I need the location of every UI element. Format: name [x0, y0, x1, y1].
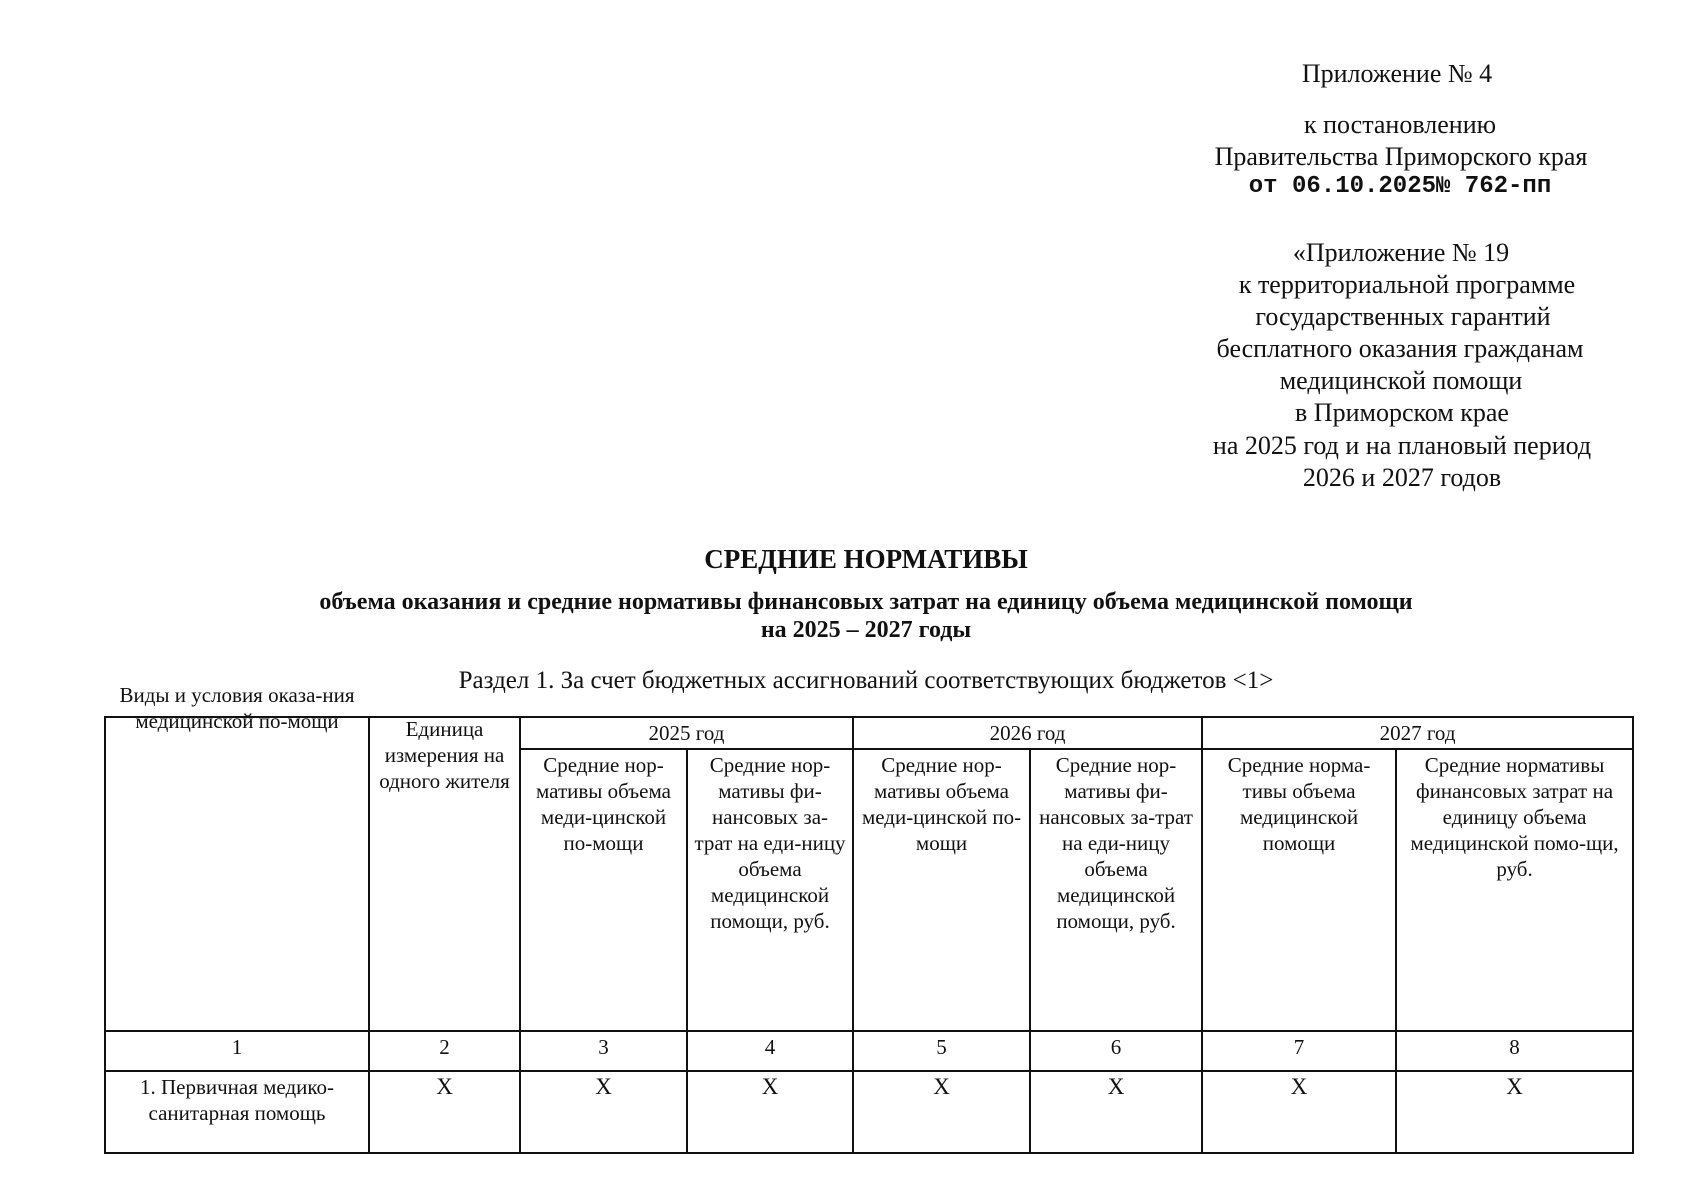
resolution-date-number: от 06.10.2025№ 762-пп — [1248, 173, 1552, 200]
document-subtitle-line2: на 2025 – 2027 годы — [760, 617, 972, 643]
header-year-2027: 2027 год — [1202, 717, 1633, 749]
column-number: 1 — [105, 1031, 369, 1071]
section-heading: Раздел 1. За счет бюджетных ассигнований соответствующих бюджетов <1> — [458, 667, 1274, 694]
inner-appendix-line: государственных гарантий — [1255, 302, 1551, 331]
inner-appendix-line: в Приморском крае — [1295, 398, 1509, 427]
inner-appendix-line: медицинской помощи — [1279, 366, 1523, 395]
header-cost-2027: Средние нормативы финансовых затрат на единицу объема медицинской помо-щи, руб. — [1396, 749, 1633, 1031]
inner-appendix-line: бесплатного оказания гражданам — [1216, 334, 1584, 363]
row-cell: X — [1396, 1071, 1633, 1153]
header-year-2025: 2025 год — [520, 717, 853, 749]
government-name: Правительства Приморского края — [1214, 142, 1588, 171]
row-cell: X — [853, 1071, 1030, 1153]
document-title: СРЕДНИЕ НОРМАТИВЫ — [704, 544, 1028, 574]
header-volume-2026: Средние нор-мативы объема меди-цинской по-мощи — [853, 749, 1030, 1031]
header-volume-2027: Средние норма-тивы объема медицинской помощи — [1202, 749, 1396, 1031]
inner-appendix-line: на 2025 год и на плановый период — [1212, 431, 1592, 460]
row-cell: X — [369, 1071, 520, 1153]
header-cost-2025: Средние нор-мативы фи-нансовых за-трат на еди-ницу объема медицинской помощи, руб. — [687, 749, 853, 1031]
table-row — [105, 1071, 1633, 1153]
header-year-2026: 2026 год — [853, 717, 1202, 749]
header-unit: Единица измерения на одного жителя — [369, 717, 520, 1031]
inner-appendix-line: к территориальной программе — [1238, 270, 1576, 299]
inner-appendix-line: «Приложение № 19 — [1292, 238, 1510, 267]
row-cell: X — [1202, 1071, 1396, 1153]
header-cost-2026: Средние нор-мативы фи-нансовых за-трат на еди-ницу объема медицинской помощи, руб. — [1030, 749, 1202, 1031]
row-care-type: 1. Первичная медико-санитарная помощь — [105, 1071, 369, 1153]
column-number: 3 — [520, 1031, 687, 1071]
column-number: 4 — [687, 1031, 853, 1071]
column-number: 7 — [1202, 1031, 1396, 1071]
norms-table — [104, 683, 1634, 1154]
resolution-ref: к постановлению — [1303, 110, 1497, 139]
appendix-label: Приложение № 4 — [1301, 59, 1493, 88]
row-cell: X — [1030, 1071, 1202, 1153]
column-numbers-row — [105, 1031, 1633, 1071]
column-number: 2 — [369, 1031, 520, 1071]
document-subtitle-line1: объема оказания и средние нормативы финансовых затрат на единицу объема медицинской помощи — [319, 589, 1413, 615]
inner-appendix-line: 2026 и 2027 годов — [1302, 463, 1502, 492]
header-kinds-of-care: Виды и условия оказа-ния медицинской по-мощи — [105, 717, 369, 1031]
column-number: 6 — [1030, 1031, 1202, 1071]
row-cell: X — [687, 1071, 853, 1153]
header-volume-2025: Средние нор-мативы объема меди-цинской по-мощи — [520, 749, 687, 1031]
column-number: 5 — [853, 1031, 1030, 1071]
column-number: 8 — [1396, 1031, 1633, 1071]
row-cell: X — [520, 1071, 687, 1153]
